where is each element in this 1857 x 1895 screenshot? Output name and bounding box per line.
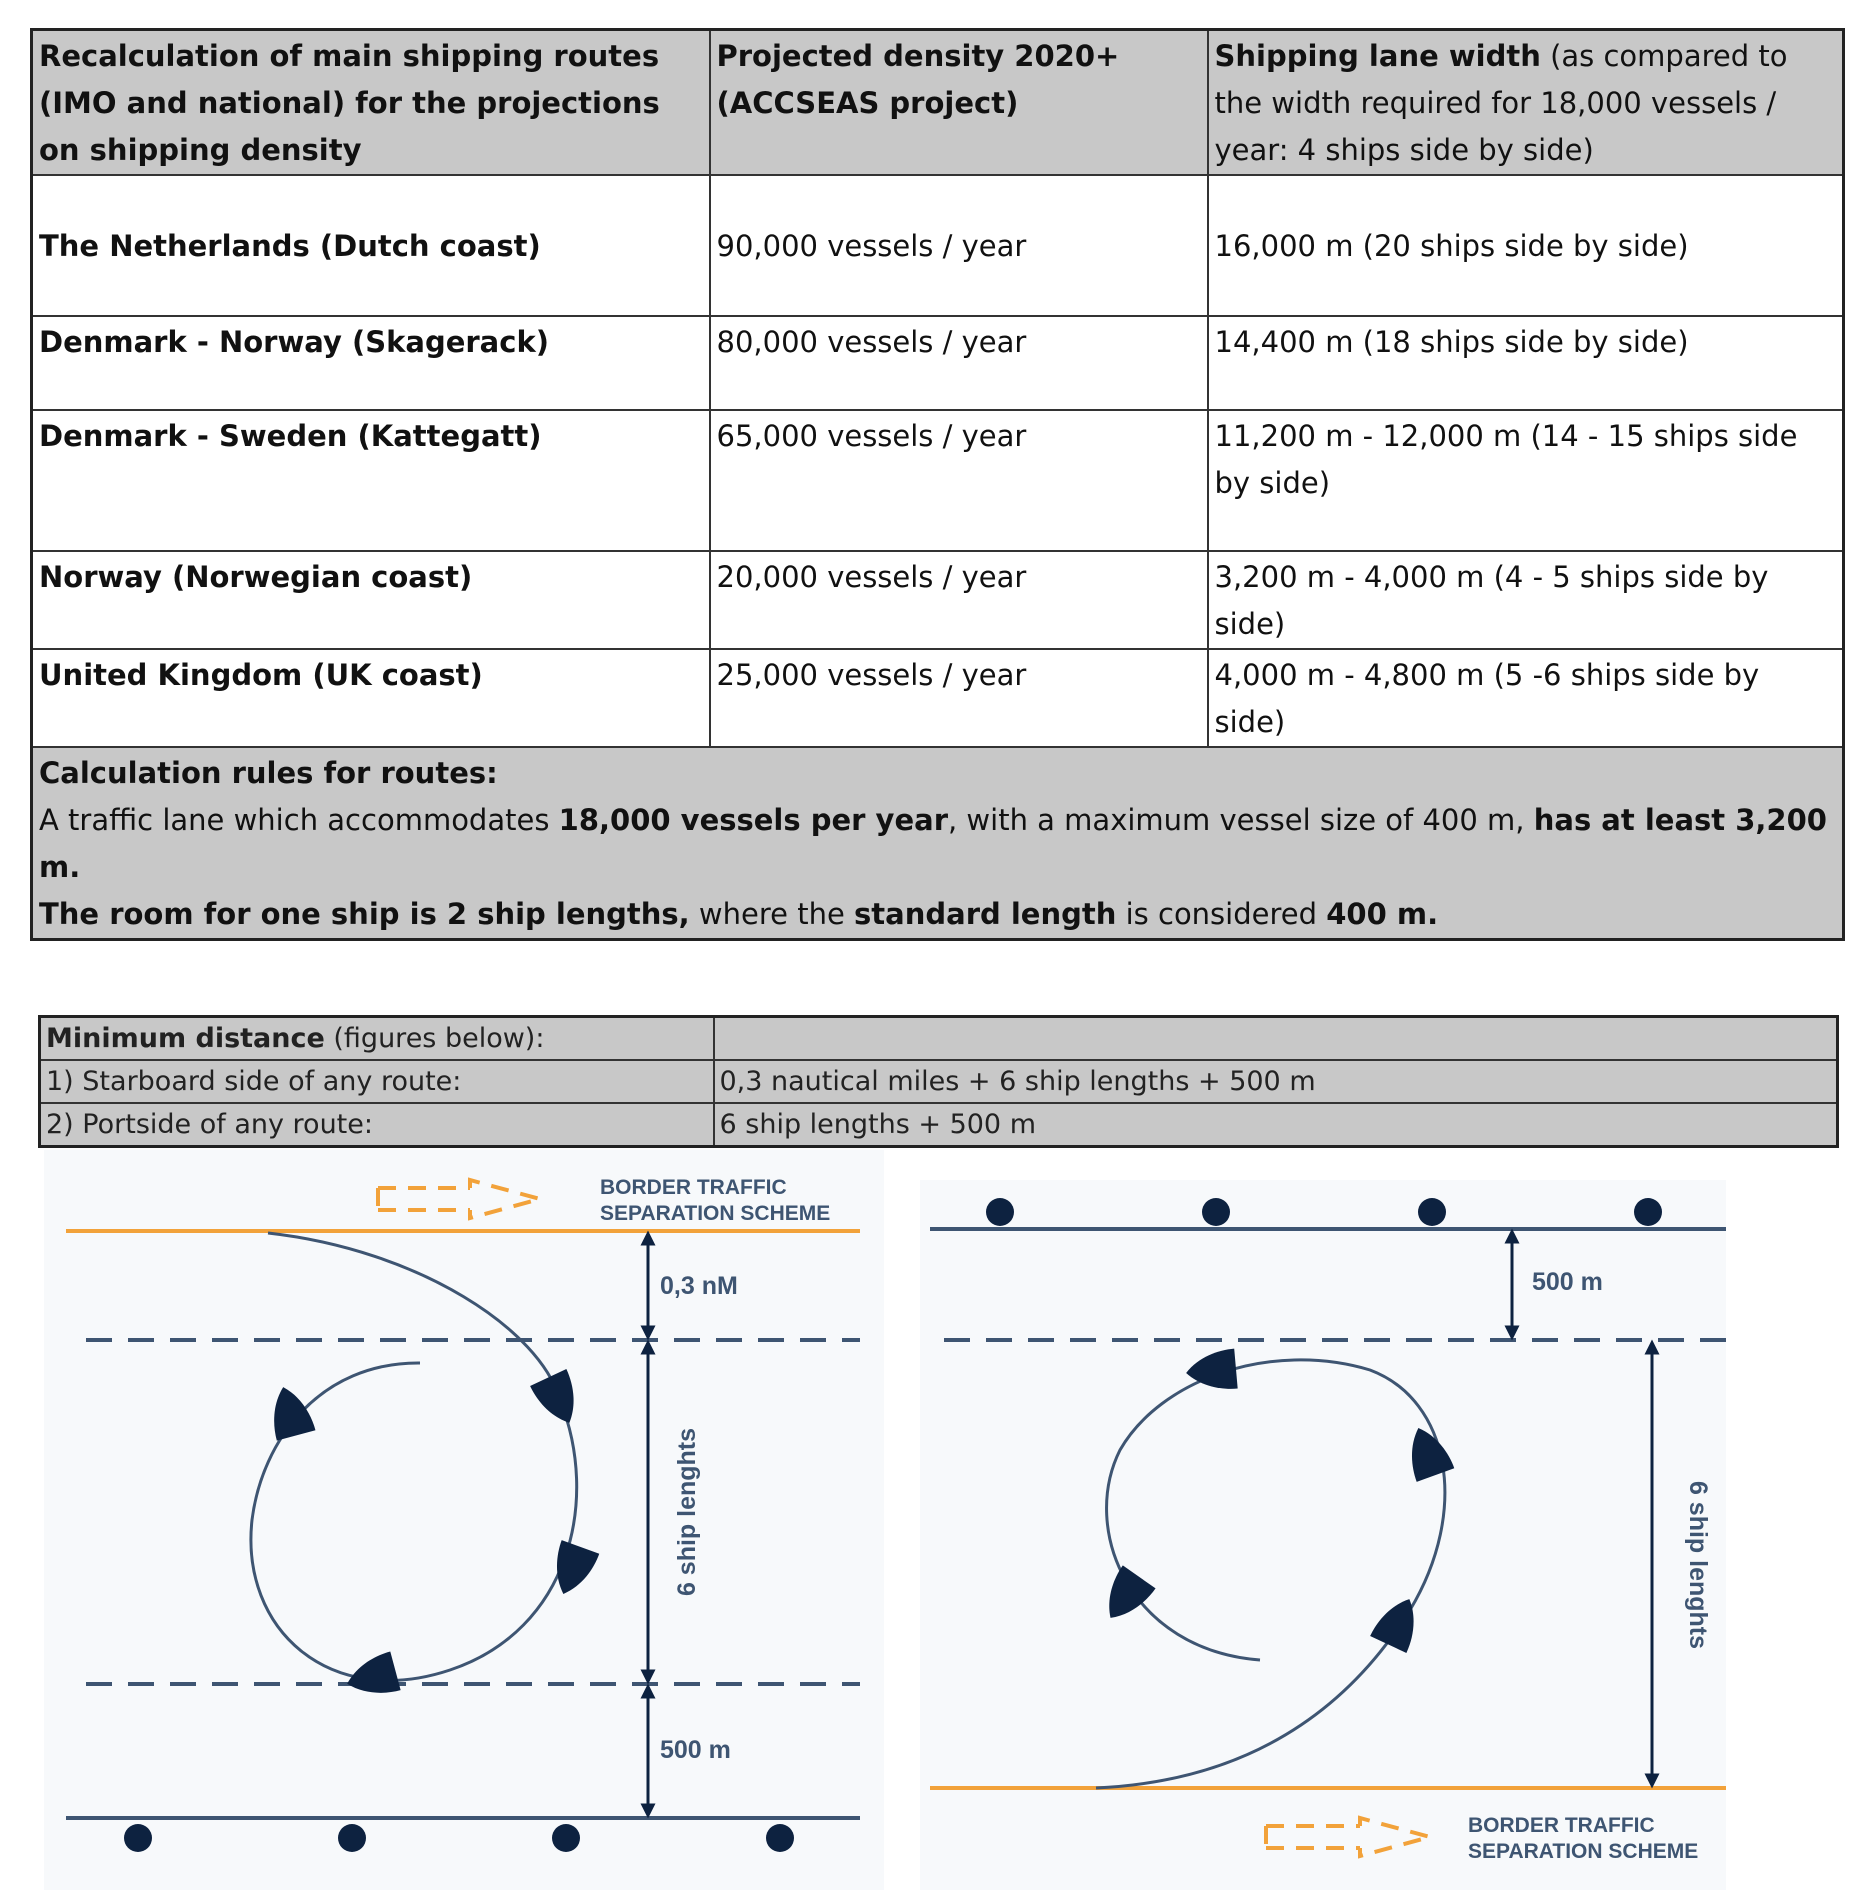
density-cell: 90,000 vessels / year [710,175,1208,316]
rules-row [32,747,1844,940]
route-cell: Denmark - Sweden (Kattegatt) [32,410,710,551]
density-cell: 65,000 vessels / year [710,410,1208,551]
rules-line-1: A traffic lane which accommodates 18,000 vessels per year, with a maximum vessel size of 400 m, has at least 3,200 m. [39,803,1827,884]
buoy-icon [986,1198,1014,1226]
header-recalculation: Recalculation of main shipping routes (IMO and national) for the projections on shipping density [32,30,710,176]
buoy-icon [766,1824,794,1852]
dim-label-top: 500 m [1532,1268,1603,1296]
minimum-distance-table [38,1015,1839,1148]
dim-label-bottom: 500 m [660,1736,731,1764]
table-row [32,551,1844,649]
dim-label-mid: 6 ship lenghts [673,1427,701,1597]
header-projected-density: Projected density 2020+ (ACCSEAS project) [710,30,1208,176]
dim-label-top: 0,3 nM [660,1272,738,1300]
shipping-density-table [30,28,1845,941]
distance-value: 6 ship lengths + 500 m [714,1103,1838,1147]
route-cell: The Netherlands (Dutch coast) [32,175,710,316]
table-row [40,1017,1838,1061]
width-cell: 16,000 m (20 ships side by side) [1208,175,1844,316]
distance-label: 2) Portside of any route: [40,1103,714,1147]
density-cell: 20,000 vessels / year [710,551,1208,649]
turning-circle-diagrams [0,1150,1857,1895]
calculation-rules [32,747,1844,940]
buoy-icon [552,1824,580,1852]
buoy-icon [124,1824,152,1852]
table-row [32,649,1844,747]
rules-title: Calculation rules for routes: [39,756,498,790]
min-distance-header: Minimum distance (figures below): [40,1017,714,1061]
buoy-icon [1418,1198,1446,1226]
empty-cell [714,1017,1838,1061]
density-cell: 25,000 vessels / year [710,649,1208,747]
density-cell: 80,000 vessels / year [710,316,1208,410]
route-cell: Denmark - Norway (Skagerack) [32,316,710,410]
route-cell: United Kingdom (UK coast) [32,649,710,747]
width-cell: 14,400 m (18 ships side by side) [1208,316,1844,410]
width-cell: 11,200 m - 12,000 m (14 - 15 ships side by side) [1208,410,1844,551]
legend-label-line1: BORDER TRAFFIC [600,1176,787,1199]
table-row [32,316,1844,410]
legend-label-line2: SEPARATION SCHEME [1468,1840,1699,1863]
distance-value: 0,3 nautical miles + 6 ship lengths + 500 m [714,1060,1838,1103]
buoy-icon [1202,1198,1230,1226]
table-row [32,410,1844,551]
table-row [32,175,1844,316]
starboard-diagram [44,1150,884,1890]
buoy-icon [1634,1198,1662,1226]
width-cell: 4,000 m - 4,800 m (5 -6 ships side by side) [1208,649,1844,747]
distance-label: 1) Starboard side of any route: [40,1060,714,1103]
rules-line-2: The room for one ship is 2 ship lengths, where the standard length is considered 400 m. [39,897,1439,931]
header-lane-width: Shipping lane width (as compared to the width required for 18,000 vessels / year: 4 ships side by side) [1208,30,1844,176]
dim-label-mid: 6 ship lenghts [1684,1480,1712,1650]
route-cell: Norway (Norwegian coast) [32,551,710,649]
portside-diagram [920,1180,1726,1890]
buoy-icon [338,1824,366,1852]
table-row [40,1103,1838,1147]
table-row [40,1060,1838,1103]
legend-label-line1: BORDER TRAFFIC [1468,1814,1655,1837]
width-cell: 3,200 m - 4,000 m (4 - 5 ships side by side) [1208,551,1844,649]
header-row [32,30,1844,176]
legend-label-line2: SEPARATION SCHEME [600,1202,831,1225]
